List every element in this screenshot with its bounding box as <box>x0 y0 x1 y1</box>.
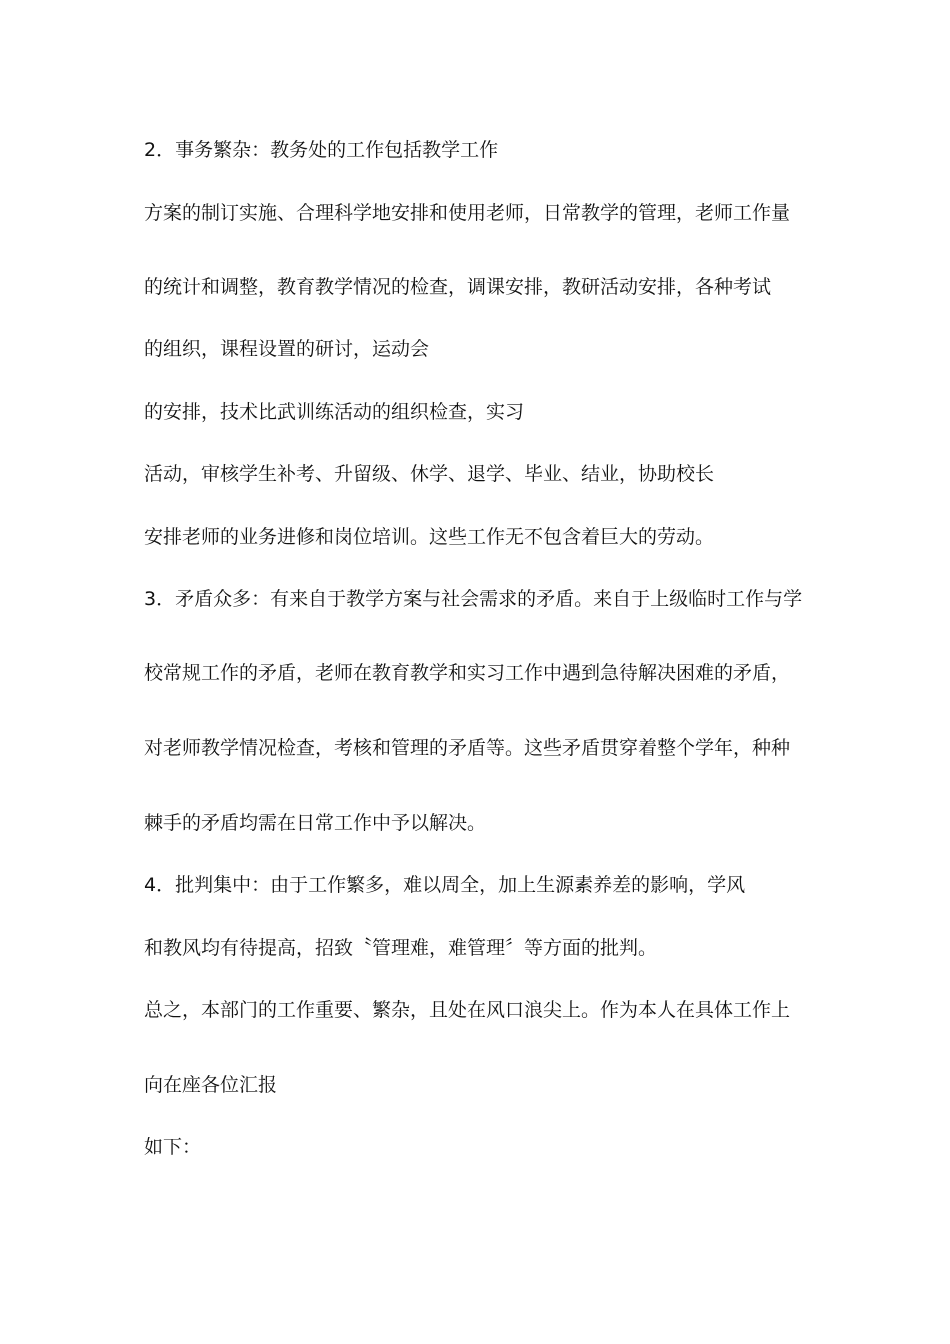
text-line: 棘手的矛盾均需在日常工作中予以解决。 <box>144 812 487 834</box>
text-line: 4．批判集中：由于工作繁多，难以周全，加上生源素养差的影响，学风 <box>144 874 746 896</box>
text-line: 如下： <box>144 1136 202 1158</box>
text-line: 和教风均有待提高，招致〝管理难，难管理〞等方面的批判。 <box>144 937 658 959</box>
text-line: 的组织，课程设置的研讨，运动会 <box>144 338 430 360</box>
text-line: 方案的制订实施、合理科学地安排和使用老师，日常教学的管理，老师工作量 <box>144 202 791 224</box>
text-line: 的统计和调整，教育教学情况的检查，调课安排，教研活动安排，各种考试 <box>144 276 772 298</box>
text-line: 的安排，技术比武训练活动的组织检查，实习 <box>144 401 525 423</box>
text-line: 活动，审核学生补考、升留级、休学、退学、毕业、结业，协助校长 <box>144 463 715 485</box>
text-line: 2．事务繁杂：教务处的工作包括教学工作 <box>144 139 499 161</box>
text-line: 总之，本部门的工作重要、繁杂，且处在风口浪尖上。作为本人在具体工作上 <box>144 999 791 1021</box>
text-line: 对老师教学情况检查，考核和管理的矛盾等。这些矛盾贯穿着整个学年，种种 <box>144 737 791 759</box>
text-line: 向在座各位汇报 <box>144 1074 278 1096</box>
text-line: 3．矛盾众多：有来自于教学方案与社会需求的矛盾。来自于上级临时工作与学 <box>144 588 803 610</box>
text-line: 校常规工作的矛盾，老师在教育教学和实习工作中遇到急待解决困难的矛盾， <box>144 662 791 684</box>
text-line: 安排老师的业务进修和岗位培训。这些工作无不包含着巨大的劳动。 <box>144 526 715 548</box>
